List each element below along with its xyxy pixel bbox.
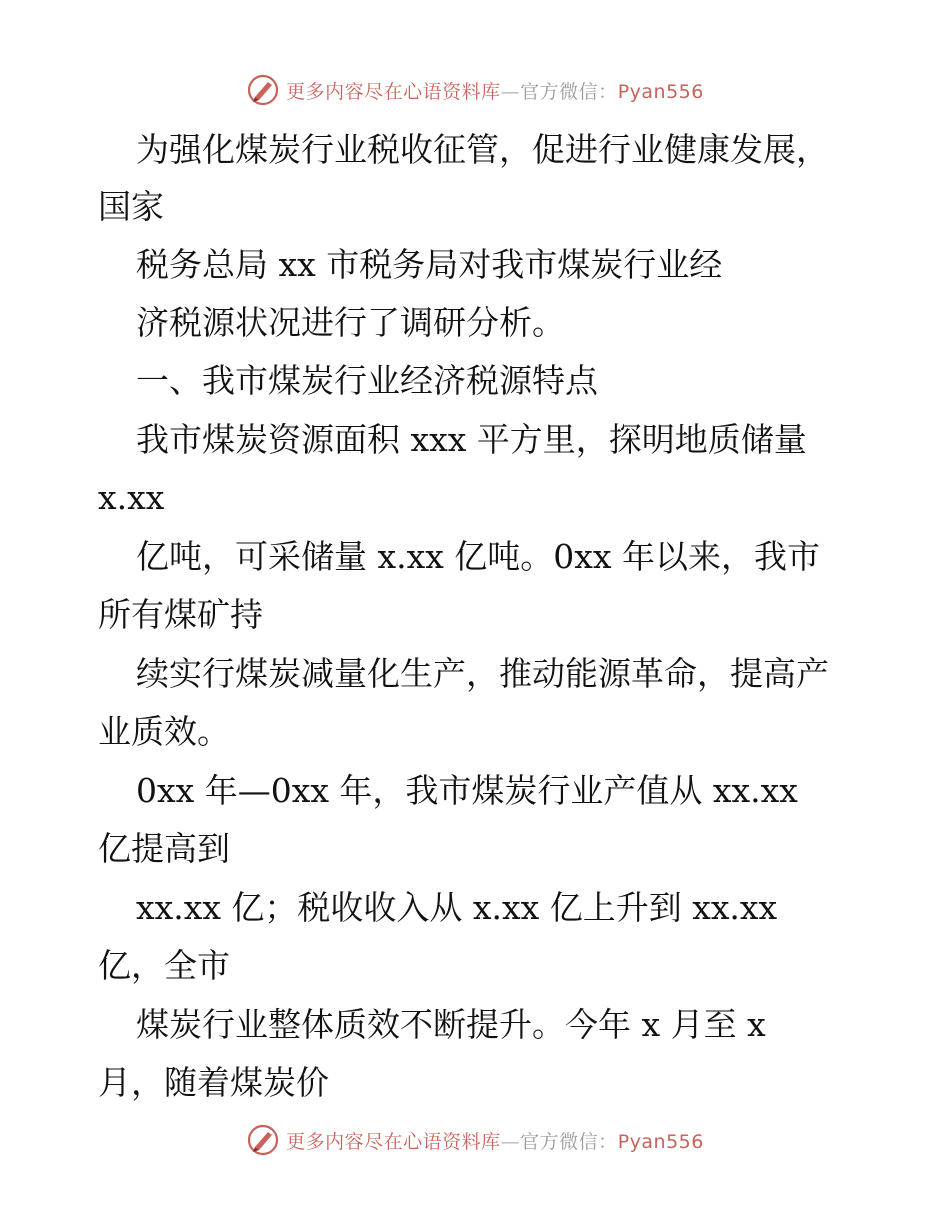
paragraph-line: 0xx 年—0xx 年，我市煤炭行业产值从 xx.xx	[136, 771, 798, 810]
paragraph-line: 亿，全市	[98, 946, 230, 985]
paragraph-line: 亿提高到	[98, 829, 230, 868]
header-banner	[0, 70, 950, 110]
footer-banner	[0, 1120, 950, 1160]
banner-text: 更多内容尽在心语资料库—官方微信：Pyan556	[286, 80, 704, 103]
pen-nib-circle-icon	[246, 1123, 280, 1157]
paragraph-line: 续实行煤炭减量化生产，推动能源革命，提高产	[136, 654, 829, 693]
paragraph-line: 煤炭行业整体质效不断提升。今年 x 月至 x	[136, 1005, 766, 1044]
paragraph-line: 税务总局 xx 市税务局对我市煤炭行业经	[136, 245, 723, 284]
pen-nib-circle-icon	[246, 73, 280, 107]
paragraph-line: 业质效。	[98, 712, 230, 751]
banner-text: 更多内容尽在心语资料库—官方微信：Pyan556	[286, 1130, 704, 1153]
paragraph-line: 为强化煤炭行业税收征管，促进行业健康发展，	[136, 130, 829, 169]
paragraph-line: x.xx	[98, 478, 165, 517]
paragraph-line: xx.xx 亿；税收收入从 x.xx 亿上升到 xx.xx	[136, 888, 778, 927]
paragraph-line: 月，随着煤炭价	[98, 1063, 329, 1102]
paragraph-line: 国家	[98, 187, 164, 226]
paragraph-line: 我市煤炭资源面积 xxx 平方里，探明地质储量	[136, 420, 807, 459]
paragraph-line: 亿吨，可采储量 x.xx 亿吨。0xx 年以来，我市	[136, 537, 821, 576]
paragraph-line: 济税源状况进行了调研分析。	[136, 303, 565, 342]
section-heading: 一、我市煤炭行业经济税源特点	[136, 361, 598, 400]
paragraph-line: 所有煤矿持	[98, 595, 263, 634]
